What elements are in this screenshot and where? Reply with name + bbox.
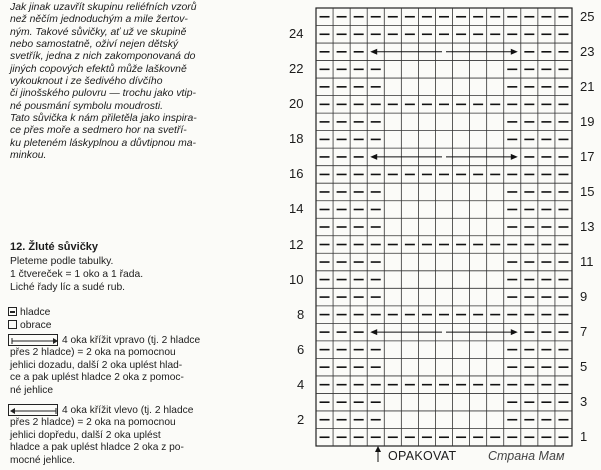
cable-left-line-3: jehlici dopředu, další 2 oka uplést	[10, 429, 161, 441]
row-number-left: 12	[289, 236, 304, 252]
cable-left-line-2: přes 2 hladce) = 2 oka na pomocnou	[10, 417, 176, 429]
cable-right-line-3: jehlici dozadu, další 2 oka uplést hlad-	[10, 359, 183, 371]
cable-right-line-5: né jehlice	[10, 384, 54, 396]
row-number-left: 24	[289, 26, 304, 42]
row-number-right: 23	[580, 43, 595, 59]
cable-left-line-1: 4 oka křížit vlevo (tj. 2 hladce	[62, 405, 194, 416]
intro-line: ným. Takové sůvičky, ať už ve skupině	[10, 26, 187, 38]
cable-left-arrowhead	[370, 49, 377, 55]
row-number-right: 21	[580, 78, 595, 94]
legend-purl-label: obrace	[20, 320, 52, 331]
cable-left-arrowhead	[370, 329, 377, 335]
cable-right-arrowhead	[511, 329, 518, 335]
instruction-line-2: 1 čtvereček = 1 oko a 1 řada.	[10, 269, 144, 280]
cable-right-arrowhead	[511, 154, 518, 160]
intro-line: Tato sůvička k nám přiletěla jako inspira-	[10, 113, 197, 125]
cable-left-arrowhead	[370, 154, 377, 160]
row-number-left: 18	[289, 131, 304, 147]
row-number-right: 19	[580, 113, 595, 129]
instruction-line-1: Pleteme podle tabulky.	[10, 256, 114, 267]
row-number-left: 6	[297, 341, 305, 357]
watermark: Страна Мам	[488, 449, 565, 463]
cable-left-line-5: mocné jehlice.	[10, 454, 76, 466]
intro-line: svetřík, jedna z nich zakomponovaná do	[10, 51, 196, 63]
row-number-right: 25	[580, 8, 595, 24]
repeat-label: OPAKOVAT	[388, 449, 457, 463]
row-number-right: 11	[580, 254, 594, 270]
row-number-left: 16	[289, 166, 304, 182]
repeat-arrow-icon	[375, 446, 381, 452]
row-number-left: 14	[289, 201, 304, 217]
row-number-left: 4	[297, 376, 305, 392]
intro-line: nebo samostatně, oživí nejen dětský	[10, 39, 179, 51]
row-number-left: 22	[289, 61, 304, 77]
intro-line: jiných copových efektů může laškovně	[10, 63, 187, 75]
row-number-right: 3	[580, 394, 588, 410]
intro-line: ce přes moře a sedmero hor na svetří-	[10, 125, 187, 137]
row-number-right: 5	[580, 359, 588, 375]
row-number-right: 15	[580, 183, 595, 199]
cable-right-arrowhead	[511, 49, 518, 55]
row-number-left: 2	[297, 411, 305, 427]
row-number-right: 17	[580, 148, 595, 164]
row-number-right: 1	[580, 429, 588, 445]
row-number-right: 7	[580, 324, 588, 340]
intro-line: minkou.	[10, 150, 47, 162]
intro-line: Jak jinak uzavřít skupinu reliéfních vzorů	[10, 2, 197, 13]
row-number-left: 8	[297, 306, 305, 322]
row-number-left: 10	[289, 271, 304, 287]
cable-right-line-4: ce a pak uplést hladce 2 oka z pomoc-	[10, 372, 184, 384]
row-number-right: 9	[580, 289, 588, 305]
row-number-left: 20	[289, 96, 304, 112]
intro-line: či jinošského pulovru — trochu jako vtip-	[10, 88, 196, 100]
legend-knit-label: hladce	[20, 307, 51, 318]
cable-left-line-4: hladce a pak uplést hladce 2 oka z po-	[10, 442, 184, 454]
intro-line: né pousmání symbolu moudrosti.	[10, 100, 164, 112]
cable-right-line-2: přes 2 hladce) = 2 oka na pomocnou	[10, 347, 176, 359]
intro-line: vykouknout i ze šedivého dívčího	[10, 76, 163, 88]
intro-line: ku pleteném láskyplnou a důvtipnou ma-	[10, 137, 196, 149]
instruction-line-3: Liché řady líc a sudé rub.	[10, 282, 126, 293]
pattern-title: 12. Žluté sůvičky	[10, 241, 99, 253]
intro-line: než něčím jednoduchým a mile žertov-	[10, 14, 188, 26]
cable-right-line-1: 4 oka křížit vpravo (tj. 2 hladce	[62, 335, 201, 346]
row-number-right: 13	[580, 219, 595, 234]
